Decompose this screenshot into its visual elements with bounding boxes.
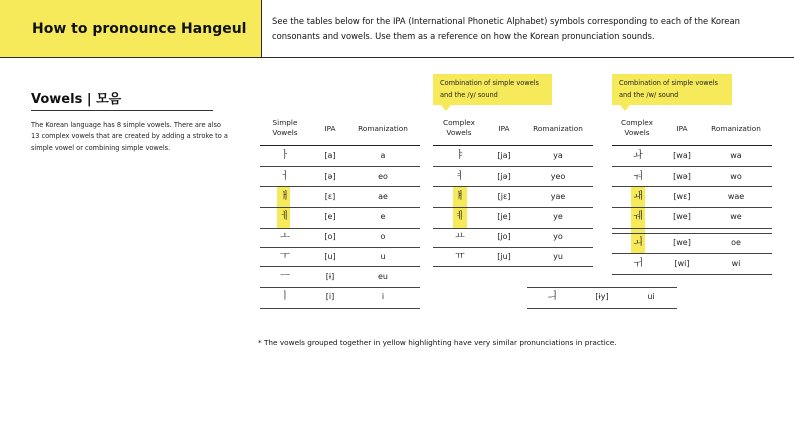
table-rule <box>612 228 772 229</box>
romanization-cell: wo <box>730 172 742 181</box>
romanization-cell: a <box>380 151 386 160</box>
vowel-cell: ㅘ <box>633 150 643 161</box>
header-romanization: Romanization <box>533 124 583 133</box>
header-romanization: Romanization <box>711 124 761 133</box>
table-rule <box>612 145 772 146</box>
table-rule <box>260 207 420 208</box>
vowel-cell: ㅕ <box>455 171 465 182</box>
vowel-cell: ㅛ <box>455 231 465 242</box>
ipa-cell: [jɛ] <box>497 192 511 201</box>
table-rule <box>527 287 677 288</box>
romanization-cell: wae <box>727 192 745 201</box>
table-rule <box>433 247 593 248</box>
vowel-cell: ㅟ <box>633 258 643 269</box>
ipa-cell: [ɨ] <box>325 272 335 281</box>
table-rule <box>433 145 593 146</box>
header-description-box <box>261 0 794 58</box>
ipa-cell: [wɛ] <box>673 192 691 201</box>
table-rule <box>433 166 593 167</box>
ipa-cell: [je] <box>497 212 511 221</box>
table-rule <box>260 308 420 309</box>
romanization-cell: oe <box>731 238 741 247</box>
header-ipa: IPA <box>676 124 688 133</box>
table-rule <box>260 166 420 167</box>
vowel-cell: ㅗ <box>280 231 290 242</box>
romanization-cell: ye <box>553 212 563 221</box>
table-rule <box>260 287 420 288</box>
table-rule <box>260 228 420 229</box>
ipa-cell: [ja] <box>497 151 511 160</box>
romanization-cell: ui <box>647 292 655 301</box>
ipa-cell: [ɛ] <box>324 192 336 201</box>
vowel-cell: ㅐ <box>280 191 290 202</box>
table-rule <box>612 253 772 254</box>
ipa-cell: [jo] <box>497 232 511 241</box>
ipa-cell: [wa] <box>673 151 691 160</box>
vowel-cell: ㅚ <box>633 237 643 248</box>
header-title-box <box>0 0 261 58</box>
romanization-cell: o <box>380 232 386 241</box>
ipa-cell: [i] <box>325 292 335 301</box>
ipa-cell: [we] <box>673 212 691 221</box>
table-rule <box>612 186 772 187</box>
romanization-cell: e <box>380 212 386 221</box>
table-rule <box>527 308 677 309</box>
header-complex-vowels: Complex Vowels <box>620 118 653 138</box>
romanization-cell: wa <box>730 151 742 160</box>
romanization-cell: yu <box>553 252 563 261</box>
header-simple-vowels: Simple Vowels <box>272 118 298 138</box>
note-y-sound: Combination of simple vowels and the /y/ sound <box>433 74 552 105</box>
romanization-cell: eu <box>378 272 388 281</box>
header-romanization: Romanization <box>358 124 408 133</box>
ipa-cell: [wə] <box>673 172 691 181</box>
header-description: See the tables below for the IPA (International Phonetic Alphabet) symbols corresponding to each of the Korean consonants and vowels. Use them as a reference on how the Korean pronunciation sounds. <box>272 16 740 41</box>
table-rule <box>433 266 593 267</box>
romanization-cell: yeo <box>550 172 566 181</box>
table-rule <box>433 228 593 229</box>
ipa-cell: [a] <box>324 151 336 160</box>
vowel-cell: ㅝ <box>633 171 643 182</box>
ipa-cell: [ɨy] <box>595 292 609 301</box>
ipa-cell: [o] <box>324 232 336 241</box>
section-title: Vowels | 모음 <box>31 92 122 107</box>
table-rule <box>433 207 593 208</box>
vowel-cell: ㅜ <box>280 251 290 262</box>
vowel-cell: ㅔ <box>280 211 290 222</box>
ipa-cell: [u] <box>324 252 336 261</box>
vowel-cell: ㅏ <box>280 150 290 161</box>
vowel-cell: ㅙ <box>633 191 643 202</box>
vowel-cell: ㅑ <box>455 150 465 161</box>
note-w-sound: Combination of simple vowels and the /w/ sound <box>612 74 732 105</box>
romanization-cell: i <box>381 292 385 301</box>
header-ipa: IPA <box>498 124 510 133</box>
table-rule <box>260 145 420 146</box>
table-rule <box>612 207 772 208</box>
table-rule <box>612 233 772 234</box>
header-ipa: IPA <box>324 124 336 133</box>
ipa-cell: [ə] <box>324 172 336 181</box>
table-rule <box>260 266 420 267</box>
vowel-cell: ㅞ <box>633 211 643 222</box>
ipa-cell: [ju] <box>497 252 511 261</box>
ipa-cell: [we] <box>673 238 691 247</box>
section-intro: The Korean language has 8 simple vowels. There are also 13 complex vowels that are created by adding a stroke to a simple vowel or combining simple vowels. <box>31 121 228 152</box>
romanization-cell: wi <box>731 259 741 268</box>
table-rule <box>260 247 420 248</box>
romanization-cell: ae <box>378 192 388 201</box>
romanization-cell: u <box>380 252 386 261</box>
vowel-cell: ㅢ <box>547 291 557 302</box>
section-divider <box>31 110 213 111</box>
romanization-cell: yo <box>553 232 563 241</box>
vowel-cell: ㅣ <box>280 291 290 302</box>
romanization-cell: yae <box>550 192 566 201</box>
vowel-cell: ㅖ <box>455 211 465 222</box>
romanization-cell: we <box>730 212 742 221</box>
table-rule <box>433 186 593 187</box>
vowel-cell: ㅠ <box>455 251 465 262</box>
table-rule <box>612 166 772 167</box>
vowel-cell: ㅡ <box>280 271 290 282</box>
table-rule <box>612 274 772 275</box>
footnote: * The vowels grouped together in yellow highlighting have very similar pronunciations in practice. <box>258 338 617 347</box>
page-title: How to pronounce Hangeul <box>32 21 247 37</box>
romanization-cell: eo <box>378 172 388 181</box>
header-complex-vowels: Complex Vowels <box>442 118 475 138</box>
romanization-cell: ya <box>553 151 563 160</box>
ipa-cell: [e] <box>324 212 336 221</box>
ipa-cell: [wi] <box>674 259 690 268</box>
vowel-cell: ㅓ <box>280 171 290 182</box>
table-rule <box>260 186 420 187</box>
ipa-cell: [jə] <box>497 172 511 181</box>
vowel-cell: ㅒ <box>455 191 465 202</box>
